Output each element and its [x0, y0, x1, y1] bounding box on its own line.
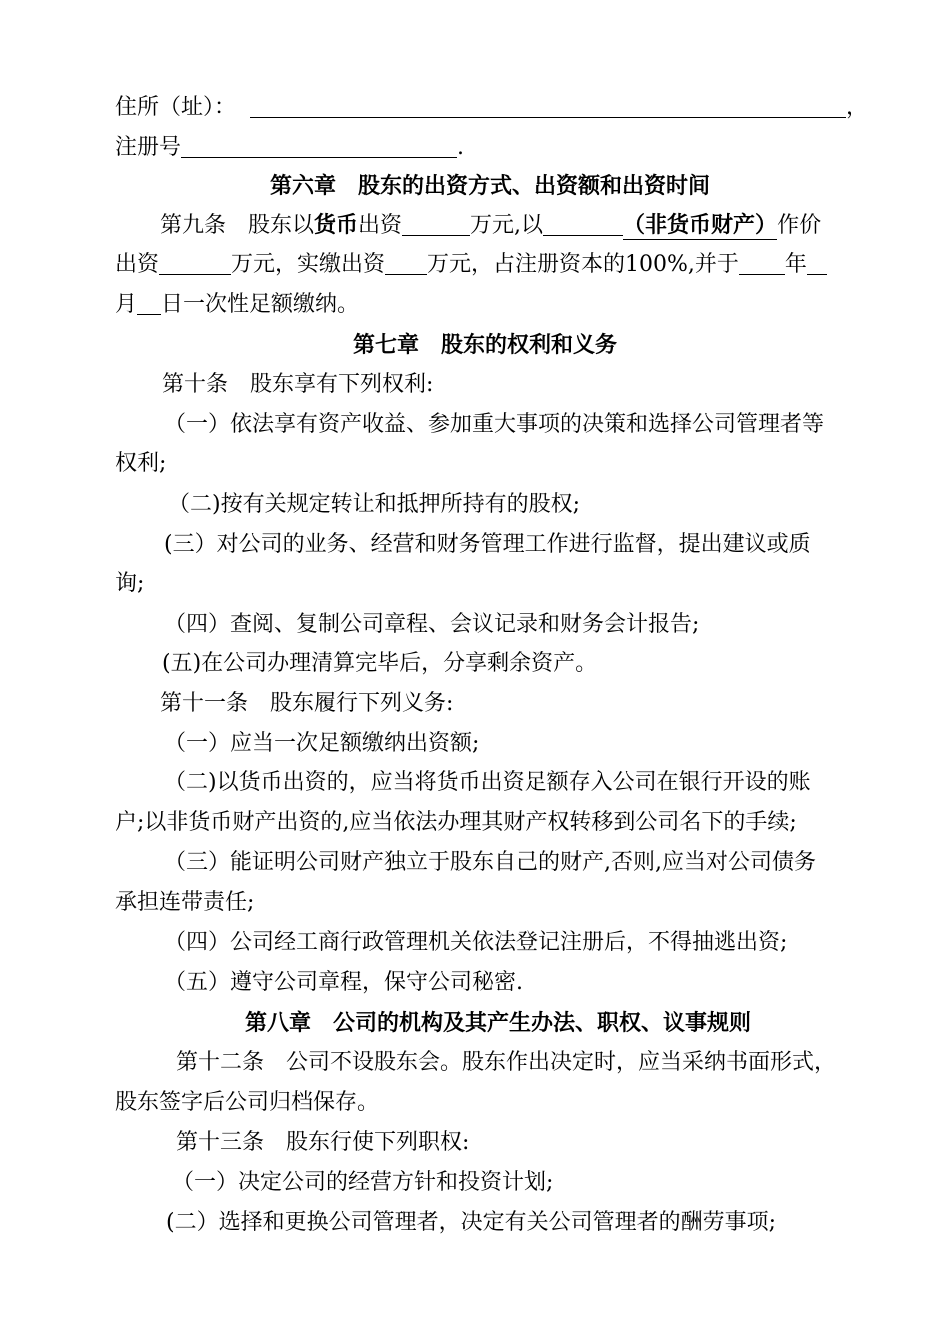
obligation-3-line-2: 承担连带责任; [115, 890, 255, 915]
right-4: （四）查阅、复制公司章程、会议记录和财务会计报告; [164, 612, 700, 637]
cash-amount-blank[interactable] [402, 213, 470, 236]
article-10: 第十条 股东享有下列权利: [162, 372, 434, 397]
address-end: ， [846, 95, 869, 120]
article-9-text: 万元，占注册资本的100%,并于 [427, 252, 739, 277]
article-12-line-2: 股东签字后公司归档保存。 [115, 1090, 380, 1115]
article-9-text: 月 [115, 292, 138, 317]
noncash-blank[interactable] [543, 213, 623, 236]
address-blank[interactable] [250, 95, 846, 118]
article-9-bold-currency: 货币 [314, 212, 359, 238]
chapter-8-heading: 第八章 公司的机构及其产生办法、职权、议事规则 [244, 1010, 751, 1036]
chapter-7-heading: 第七章 股东的权利和义务 [352, 332, 617, 358]
article-9-text: 作价 [777, 213, 822, 238]
article-9-text: 出资 [115, 252, 160, 277]
article-9-line-1 [160, 210, 821, 241]
regno-end: . [457, 135, 465, 160]
article-11: 第十一条 股东履行下列义务: [160, 691, 454, 716]
regno-blank[interactable] [181, 135, 457, 158]
noncash-amount-blank[interactable] [159, 252, 231, 275]
address-label: 住所（址）： [115, 95, 237, 120]
obligation-2-line-1: （二)以货币出资的，应当将货币出资足额存入公司在银行开设的账 [164, 770, 811, 795]
regno-label: 注册号 [115, 135, 182, 160]
power-1: （一）决定公司的经营方针和投资计划; [172, 1170, 554, 1195]
right-2: （二)按有关规定转让和抵押所持有的股权; [168, 492, 580, 517]
right-1-line-1: （一）依法享有资产收益、参加重大事项的决策和选择公司管理者等 [164, 412, 825, 437]
address-line [115, 93, 868, 123]
right-1-line-2: 权利; [115, 451, 167, 476]
obligation-1: （一）应当一次足额缴纳出资额; [164, 731, 480, 756]
obligation-3-line-1: （三）能证明公司财产独立于股东自己的财产,否则,应当对公司债务 [164, 850, 816, 875]
obligation-4: （四）公司经工商行政管理机关依法登记注册后，不得抽逃出资; [164, 930, 788, 955]
power-2: (二）选择和更换公司管理者，决定有关公司管理者的酬劳事项; [166, 1210, 776, 1235]
obligation-5: （五）遵守公司章程，保守公司秘密. [164, 970, 523, 995]
article-9-bold-noncash: （非货币财产） [623, 212, 778, 238]
regno-line [115, 133, 464, 163]
right-3-line-2: 询; [115, 571, 145, 596]
article-9-text: 万元,以 [470, 213, 544, 238]
article-9-text: 日一次性足额缴纳。 [161, 292, 360, 317]
right-5: (五)在公司办理清算完毕后，分享剩余资产。 [162, 651, 598, 676]
day-blank[interactable] [137, 292, 161, 315]
paid-amount-blank[interactable] [385, 252, 427, 275]
article-9-line-2 [115, 250, 827, 280]
chapter-6-heading: 第六章 股东的出资方式、出资额和出资时间 [269, 173, 710, 199]
obligation-2-line-2: 户;以非货币财产出资的,应当依法办理其财产权转移到公司名下的手续; [115, 810, 797, 835]
article-12-line-1: 第十二条 公司不设股东会。股东作出决定时，应当采纳书面形式， [176, 1050, 837, 1075]
right-3-line-1: (三）对公司的业务、经营和财务管理工作进行监督，提出建议或质 [164, 532, 811, 557]
article-13: 第十三条 股东行使下列职权: [176, 1130, 470, 1155]
article-9-text: 万元，实缴出资 [231, 252, 386, 277]
year-blank[interactable] [739, 252, 785, 275]
article-9-text: 出资 [358, 213, 403, 238]
month-start-blank[interactable] [807, 252, 827, 275]
article-9-text: 年 [784, 252, 807, 277]
article-9-text: 第九条 股东以 [160, 213, 315, 238]
article-9-line-3 [115, 290, 359, 320]
